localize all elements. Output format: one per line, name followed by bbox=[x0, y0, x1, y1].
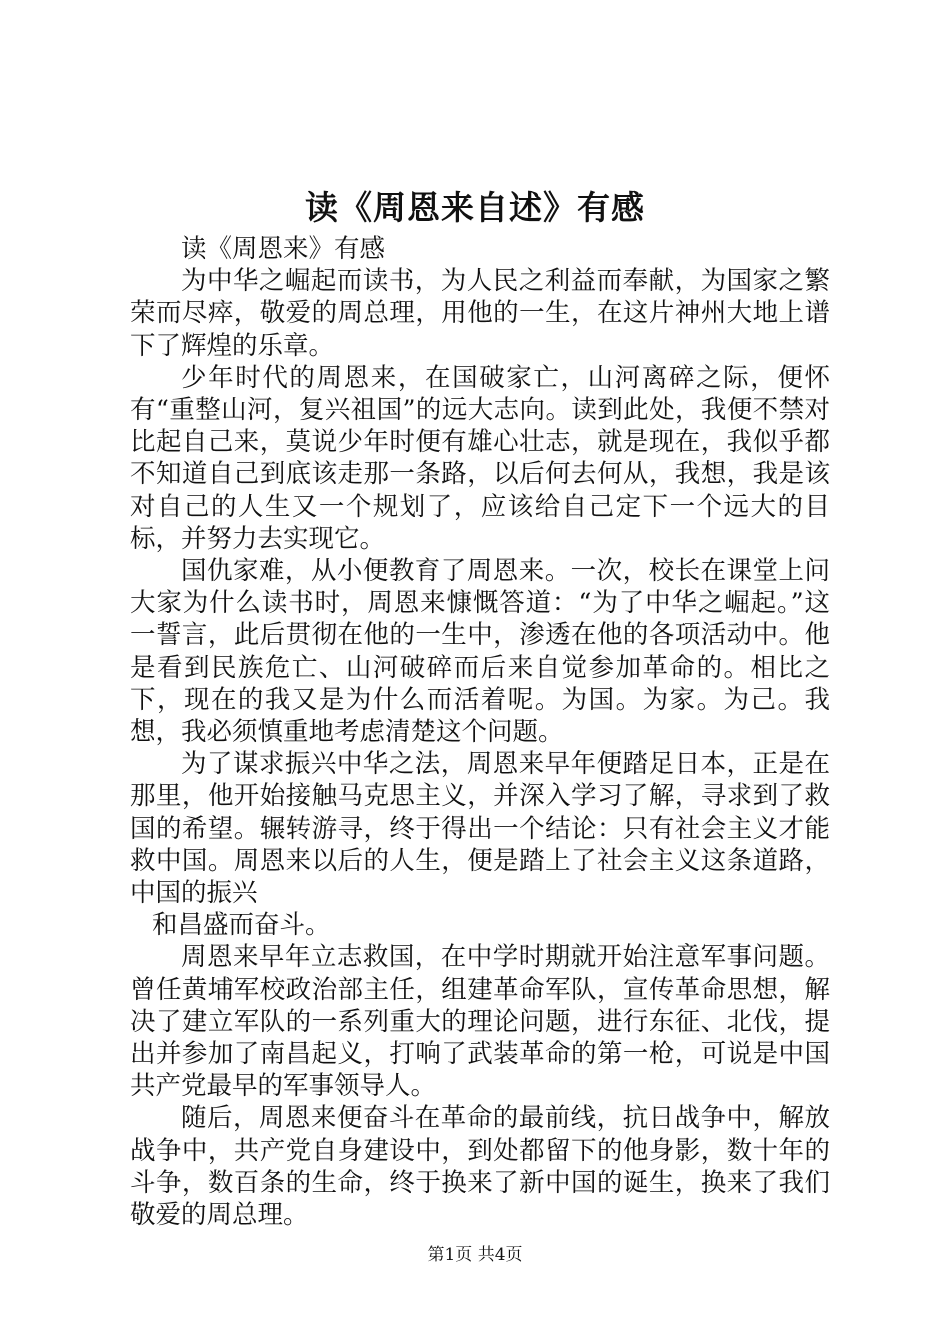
paragraph-6: 随后，周恩来便奋斗在革命的最前线，抗日战争中，解放战争中，共产党自身建设中，到处都留下的他身影，数十年的斗争，数百条的生命，终于换来了新中国的诞生，换来了我们敬爱的周总理。 bbox=[130, 1103, 830, 1231]
document-body bbox=[130, 233, 830, 1231]
paragraph-3: 国仇家难，从小便教育了周恩来。一次，校长在课堂上问大家为什么读书时，周恩来慷慨答道：“为了中华之崛起。”这一誓言，此后贯彻在他的一生中，渗透在他的各项活动中。他是看到民族危亡、山河破碎而后来自觉参加革命的。相比之下，现在的我又是为什么而活着呢。为国。为家。为己。我想，我必须慎重地考虑清楚这个问题。 bbox=[130, 556, 830, 748]
paragraph-4-continuation: 和昌盛而奋斗。 bbox=[152, 910, 331, 941]
paragraph-5: 周恩来早年立志救国，在中学时期就开始注意军事问题。曾任黄埔军校政治部主任，组建革命军队，宣传革命思想，解决了建立军队的一系列重大的理论问题，进行东征、北伐，提出并参加了南昌起义，打响了武装革命的第一枪，可说是中国共产党最早的军事领导人。 bbox=[130, 942, 830, 1102]
document-title: 读《周恩来自述》有感 bbox=[305, 188, 645, 227]
document-subtitle: 读《周恩来》有感 bbox=[181, 234, 386, 264]
paragraph-4: 为了谋求振兴中华之法，周恩来早年便踏足日本，正是在那里，他开始接触马克思主义，并深入学习了解，寻求到了救国的希望。辗转游寻，终于得出一个结论：只有社会主义才能救中国。周恩来以后的人生，便是踏上了社会主义这条道路，中国的振兴 bbox=[130, 749, 830, 909]
paragraph-2: 少年时代的周恩来，在国破家亡，山河离碎之际，便怀有“重整山河，复兴祖国”的远大志向。读到此处，我便不禁对比起自己来，莫说少年时便有雄心壮志，就是现在，我似乎都不知道自己到底该走那一条路，以后何去何从，我想，我是该对自己的人生又一个规划了，应该给自己定下一个远大的目标，并努力去实现它。 bbox=[130, 362, 830, 554]
paragraph-1: 为中华之崛起而读书，为人民之利益而奉献，为国家之繁荣而尽瘁，敬爱的周总理，用他的一生，在这片神州大地上谱下了辉煌的乐章。 bbox=[130, 266, 830, 361]
page-footer: 第1页 共4页 bbox=[427, 1245, 523, 1265]
